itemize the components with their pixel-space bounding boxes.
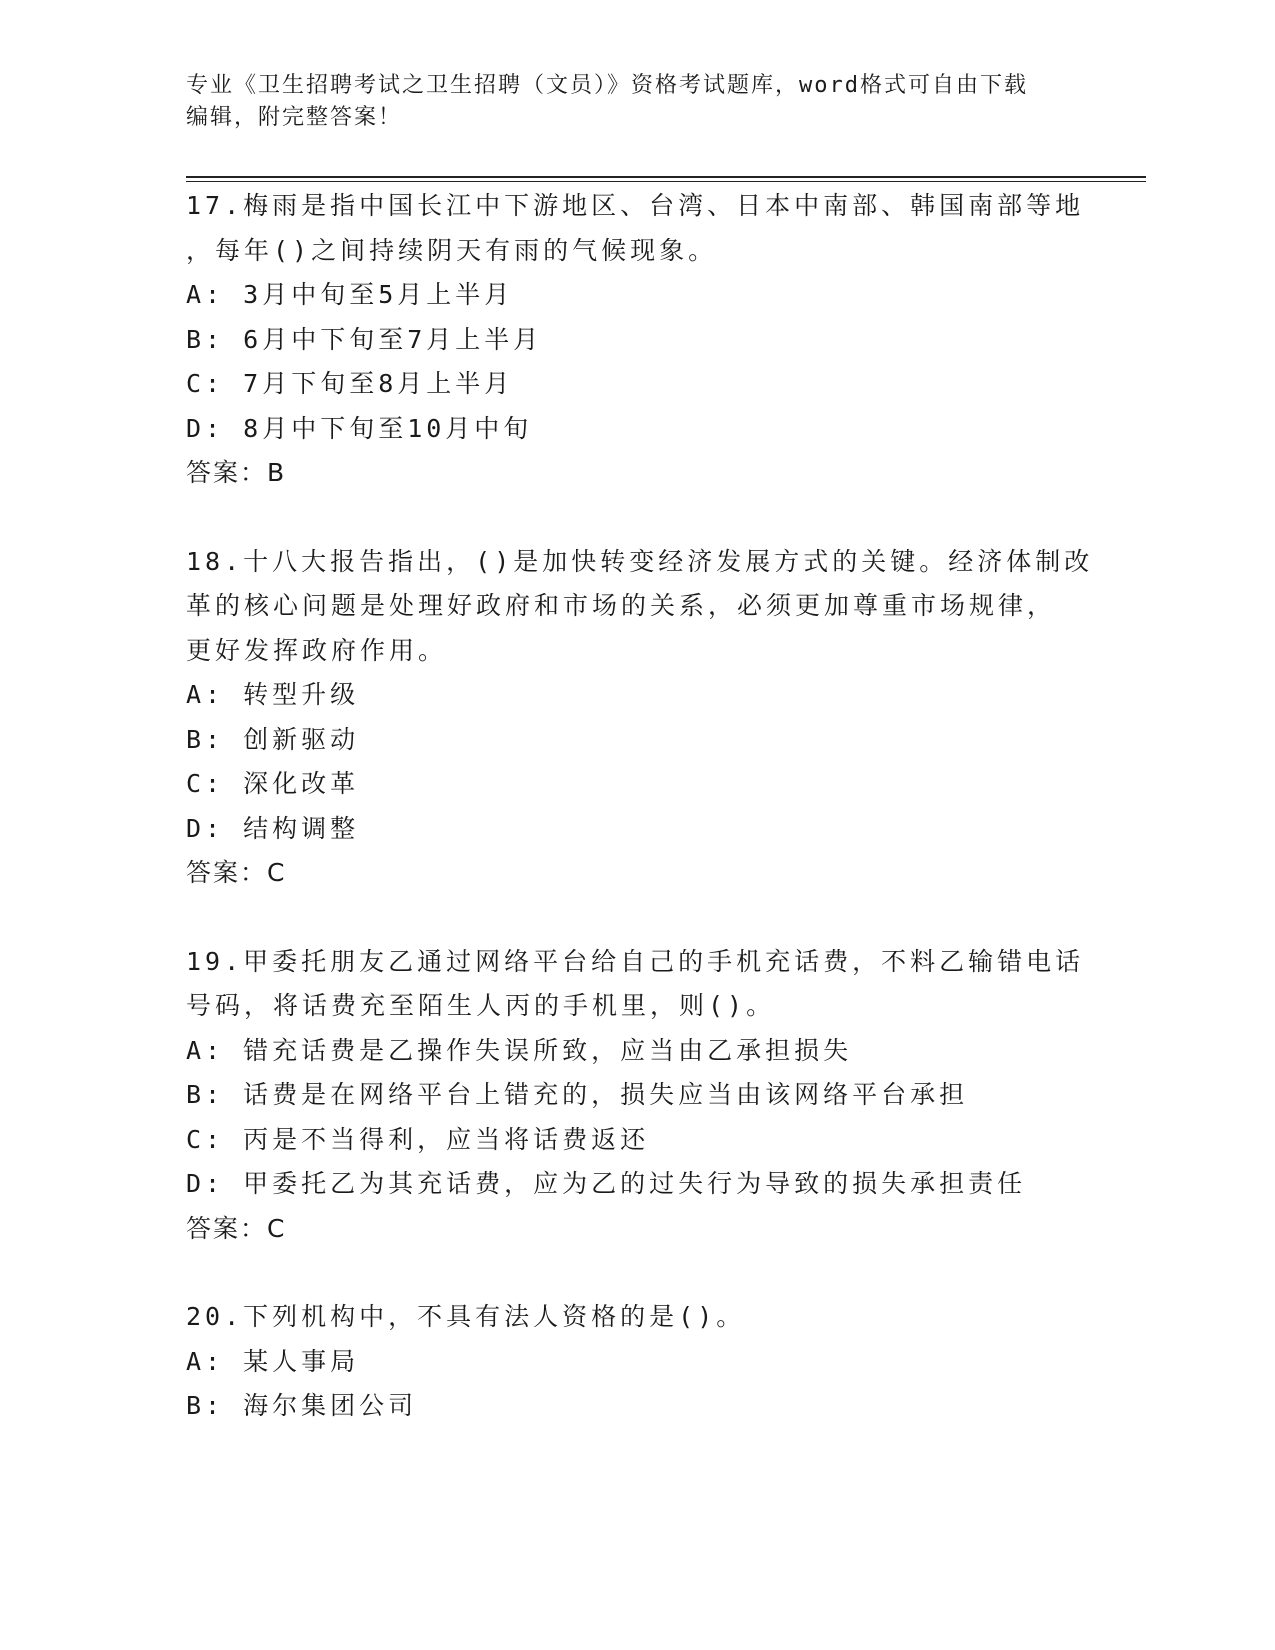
option-b: B: 话费是在网络平台上错充的，损失应当由该网络平台承担 <box>186 1080 969 1109</box>
option-c: C: 丙是不当得利，应当将话费返还 <box>186 1124 650 1154</box>
option-d: D: 8月中下旬至10月中旬 <box>186 413 533 443</box>
option-a: A: 转型升级 <box>186 680 360 709</box>
question-20 <box>186 1295 1146 1429</box>
answer-text: 答案：C <box>186 858 287 887</box>
question-text: 号码，将话费充至陌生人丙的手机里，则()。 <box>186 991 776 1020</box>
question-text: ，每年()之间持续阴天有雨的气候现象。 <box>186 235 718 265</box>
question-text: 17.梅雨是指中国长江中下游地区、台湾、日本中南部、韩国南部等地 <box>186 191 1085 220</box>
question-text: 20.下列机构中，不具有法人资格的是()。 <box>186 1302 746 1331</box>
question-17 <box>186 184 1146 496</box>
question-19 <box>186 940 1146 1252</box>
answer-text: 答案：B <box>186 458 287 487</box>
option-d: D: 结构调整 <box>186 813 360 843</box>
question-text: 19.甲委托朋友乙通过网络平台给自己的手机充话费，不料乙输错电话 <box>186 946 1085 976</box>
spacer <box>186 1251 1146 1295</box>
answer-text: 答案：C <box>186 1213 287 1243</box>
question-text: 革的核心问题是处理好政府和市场的关系，必须更加尊重市场规律， <box>186 591 1057 620</box>
option-c: C: 7月下旬至8月上半月 <box>186 369 514 398</box>
question-list <box>186 184 1146 1429</box>
option-b: B: 海尔集团公司 <box>186 1391 418 1420</box>
question-18 <box>186 540 1146 896</box>
header-line-1: 专业《卫生招聘考试之卫生招聘（文员）》资格考试题库，word格式可自由下载 <box>186 73 1028 98</box>
document-header <box>186 70 1146 134</box>
option-d: D: 甲委托乙为其充话费，应为乙的过失行为导致的损失承担责任 <box>186 1169 1027 1198</box>
spacer <box>186 896 1146 940</box>
question-text: 18.十八大报告指出，()是加快转变经济发展方式的关键。经济体制改 <box>186 546 1094 576</box>
header-line-2: 编辑，附完整答案！ <box>186 105 403 130</box>
option-c: C: 深化改革 <box>186 769 360 798</box>
header-divider <box>186 176 1146 182</box>
question-text: 更好发挥政府作用。 <box>186 635 448 665</box>
option-a: A: 错充话费是乙操作失误所致，应当由乙承担损失 <box>186 1035 853 1065</box>
option-a: A: 3月中旬至5月上半月 <box>186 280 514 309</box>
spacer <box>186 496 1146 540</box>
option-a: A: 某人事局 <box>186 1346 360 1376</box>
option-b: B: 创新驱动 <box>186 724 360 754</box>
document-page <box>186 70 1146 1429</box>
option-b: B: 6月中下旬至7月上半月 <box>186 324 543 354</box>
